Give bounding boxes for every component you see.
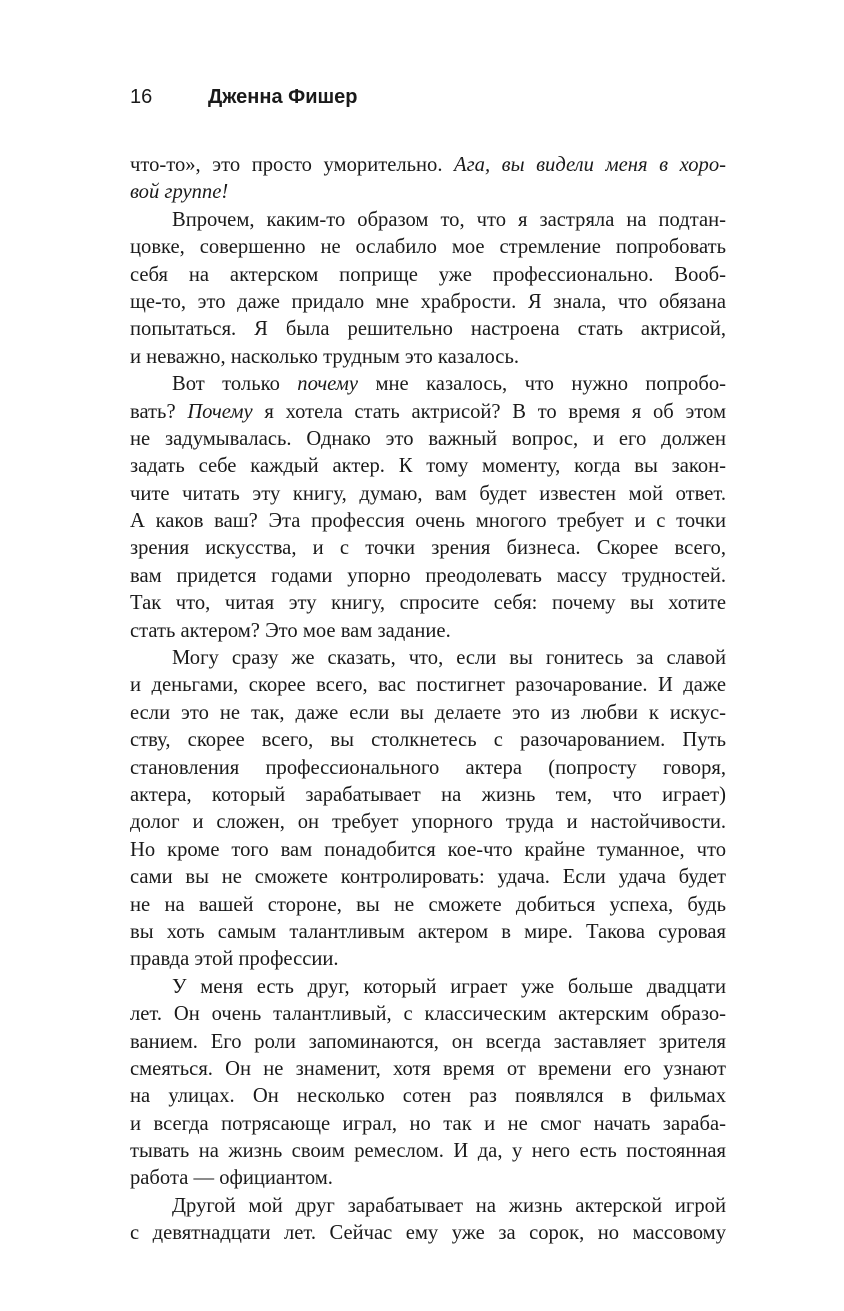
text-line [130,481,726,508]
line-text: Могу сразу же сказать, что, если вы гонитесь за славой [172,647,726,670]
text-line [130,289,726,316]
line-text: сами вы не сможете контролировать: удача. Если удача будет [130,866,726,889]
text-line [130,672,726,699]
line-text: и всегда потрясающе играл, но так и не смог начать зараба- [130,1112,726,1135]
line-text: актера, который зарабатывает на жизнь тем, что играет) [130,783,726,806]
text-line [130,1056,726,1083]
line-text: Впрочем, каким-то образом то, что я застряла на подтан- [172,208,726,231]
text-line [130,344,726,371]
author-name: Дженна Фишер [208,86,358,108]
text-line [130,1029,726,1056]
running-header [130,84,358,110]
body-text [130,152,726,1248]
text-line [130,1165,726,1192]
text-line [130,837,726,864]
text-line [130,1083,726,1110]
emphasis-text: вой группе! [130,181,229,204]
line-text: зрения искусства, и с точки зрения бизнеса. Скорее всего, [130,537,726,560]
text-line [130,1001,726,1028]
text-line [130,453,726,480]
line-text: ванием. Его роли запоминаются, он всегда заставляет зрителя [130,1030,726,1053]
line-text: ще-то, это даже придало мне храбрости. Я знала, что обязана [130,290,726,313]
line-text: лет. Он очень талантливый, с классическим актерским образо- [130,1003,726,1026]
text-line [130,618,726,645]
line-text: мне казалось, что нужно попробо- [358,373,726,396]
text-line [130,919,726,946]
text-line [130,946,726,973]
line-text: Но кроме того вам понадобится кое-что крайне туманное, что [130,838,726,861]
emphasis-text: Ага, вы видели меня в хоро- [454,154,726,176]
line-text: не на вашей стороне, вы не сможете добиться успеха, будь [130,893,726,916]
line-text: не задумывалась. Однако это важный вопрос, и его должен [130,427,726,450]
line-text: становления профессионального актера (попросту говоря, [130,756,726,779]
text-line [130,207,726,234]
text-line [130,508,726,535]
line-text: ству, скорее всего, вы столкнетесь с разочарованием. Путь [130,729,726,752]
line-text: тывать на жизнь своим ремеслом. И да, у него есть постоянная [130,1140,726,1163]
text-line [130,1138,726,1165]
line-text: и деньгами, скорее всего, вас постигнет разочарование. И даже [130,674,726,697]
line-text: задать себе каждый актер. К тому моменту, когда вы закон- [130,455,726,478]
line-text: цовке, совершенно не ослабило мое стремление попробовать [130,236,726,259]
line-text: что-то», это просто уморительно. [130,154,455,176]
emphasis-text: Почему [187,400,253,423]
text-line [130,316,726,343]
text-line [130,234,726,261]
line-text: работа — официантом. [130,1167,333,1190]
text-line [130,645,726,672]
line-text: с девятнадцати лет. Сейчас ему уже за сорок, но массовому [130,1222,726,1245]
text-line [130,809,726,836]
text-line [130,563,726,590]
text-line [130,864,726,891]
text-line [130,1111,726,1138]
text-line [130,700,726,727]
text-line [130,1193,726,1220]
text-line [130,727,726,754]
line-text: вать? [130,400,188,423]
text-line [130,152,726,179]
text-line [130,399,726,426]
line-text: Другой мой друг зарабатывает на жизнь актерской игрой [172,1194,726,1217]
line-text: Так что, читая эту книгу, спросите себя: почему вы хотите [130,592,726,615]
line-text: чите читать эту книгу, думаю, вам будет известен мой ответ. [130,482,726,505]
line-text: Вот только [172,373,298,396]
text-line [130,179,726,206]
line-text: А каков ваш? Эта профессия очень многого требует и с точки [130,510,726,533]
line-text: вы хоть самым талантливым актером в мире. Такова суровая [130,920,726,943]
line-text: я хотела стать актрисой? В то время я об этом [252,400,726,423]
text-line [130,262,726,289]
line-text: если это не так, даже если вы делаете это из любви к искус- [130,701,726,724]
text-line [130,426,726,453]
text-line [130,371,726,398]
text-line [130,1220,726,1247]
line-text: себя на актерском поприще уже профессионально. Вооб- [130,263,726,286]
text-line [130,782,726,809]
page-number: 16 [130,86,153,108]
line-text: попытаться. Я была решительно настроена стать актрисой, [130,318,726,341]
line-text: У меня есть друг, который играет уже больше двадцати [172,975,726,998]
text-line [130,974,726,1001]
line-text: смеяться. Он не знаменит, хотя время от времени его узнают [130,1057,726,1080]
line-text: стать актером? Это мое вам задание. [130,619,451,642]
line-text: вам придется годами упорно преодолевать массу трудностей. [130,564,726,587]
line-text: и неважно, насколько трудным это казалось. [130,345,519,368]
text-line [130,755,726,782]
line-text: правда этой профессии. [130,948,339,971]
emphasis-text: почему [297,373,359,396]
line-text: долог и сложен, он требует упорного труда и настойчивости. [130,811,726,834]
text-line [130,590,726,617]
text-line [130,892,726,919]
line-text: на улицах. Он несколько сотен раз появлялся в фильмах [130,1085,726,1108]
text-line [130,535,726,562]
